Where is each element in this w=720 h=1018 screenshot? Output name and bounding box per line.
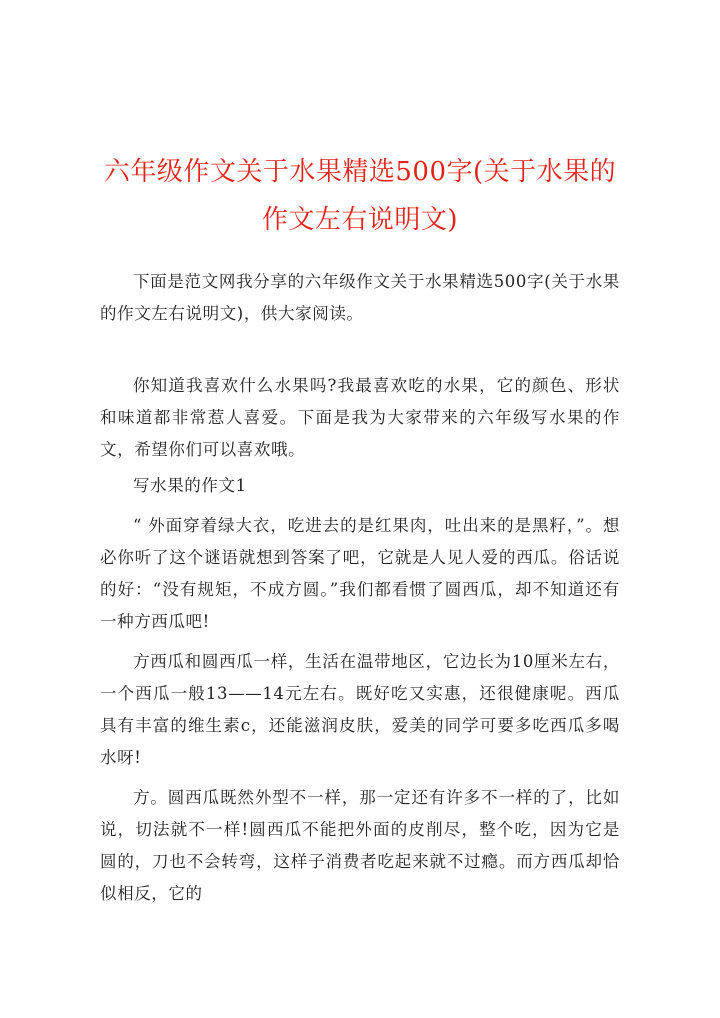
document-title <box>100 148 620 244</box>
body-paragraph-1: 你知道我喜欢什么水果吗?我最喜欢吃的水果，它的颜色、形状和味道都非常惹人喜爱。下面是我为大家带来的六年级写水果的作文，希望你们可以喜欢哦。 <box>100 376 620 459</box>
body-paragraph-4: 方。圆西瓜既然外型不一样，那一定还有许多不一样的了，比如说，切法就不一样!圆西瓜不能把外面的皮削尽，整个吃，因为它是圆的，刀也不会转弯，这样子消费者吃起来就不过瘾。而方西瓜却恰似相反，它的 <box>100 788 620 903</box>
body-paragraph-3: 方西瓜和圆西瓜一样，生活在温带地区，它边长为10厘米左右，一个西瓜一般13——14元左右。既好吃又实惠，还很健康呢。西瓜具有丰富的维生素c，还能滋润皮肤，爱美的同学可要多吃西瓜多喝水呀! <box>100 652 620 767</box>
body-paragraph-2: “ 外面穿着绿大衣，吃进去的是红果肉，吐出来的是黑籽，”。想必你听了这个谜语就想到答案了吧，它就是人见人爱的西瓜。俗话说的好：“没有规矩，不成方圆。”我们都看惯了圆西瓜，却不知道还有一种方西瓜吧! <box>100 516 620 631</box>
intro-paragraph: 下面是范文网我分享的六年级作文关于水果精选500字(关于水果的作文左右说明文)，供大家阅读。 <box>100 272 620 323</box>
title-line-2: 作文左右说明文) <box>261 205 459 235</box>
title-line-1: 六年级作文关于水果精选500字(关于水果的 <box>103 157 617 187</box>
section-heading: 写水果的作文1 <box>133 476 247 495</box>
